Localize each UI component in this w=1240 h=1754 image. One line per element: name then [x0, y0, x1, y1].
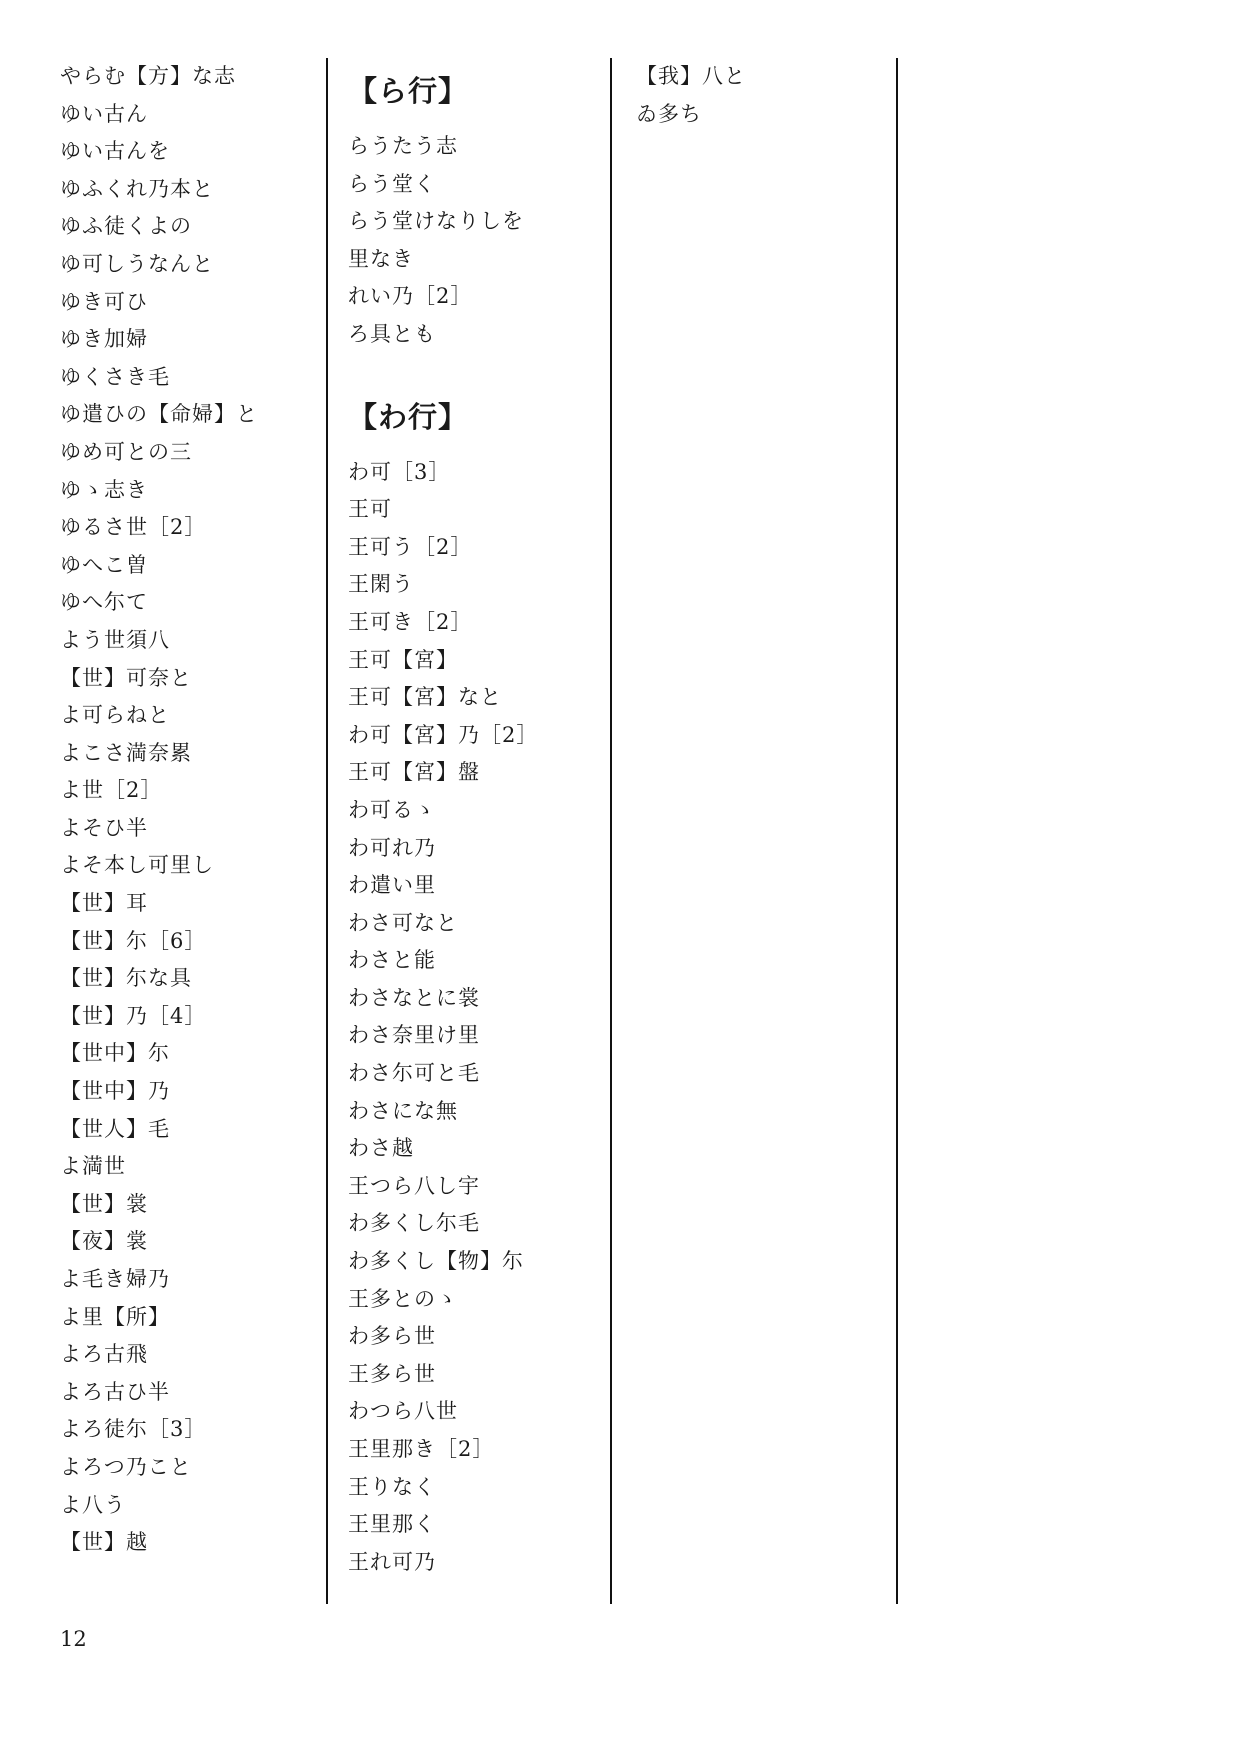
index-entry: 王可【宮】 [348, 647, 458, 672]
index-entry: よ毛き婦乃 [60, 1267, 170, 1291]
index-entry: わさなとに裳 [348, 985, 480, 1010]
entry-list [636, 58, 896, 133]
index-entry: わつら八世 [348, 1399, 458, 1424]
index-entry: よこさ満奈累 [60, 740, 192, 765]
index-entry: よろ古ひ半 [60, 1379, 170, 1404]
index-entry: 王多とのゝ [348, 1286, 458, 1311]
index-entry: れい乃［2］ [348, 284, 473, 309]
index-entry: 王つら八し宇 [348, 1173, 480, 1198]
index-entry: わ多ら世 [348, 1324, 436, 1349]
index-entry: 里なき [348, 246, 414, 271]
index-entry: よそ本し可里し [60, 853, 214, 878]
index-entry: 王多ら世 [348, 1361, 436, 1386]
index-entry: らうたう志 [348, 134, 458, 158]
index-entry: よろつ乃こと [60, 1454, 192, 1479]
index-entry: よろ古飛 [60, 1342, 148, 1367]
index-column-3 [610, 58, 898, 1604]
index-entry: 王可 [348, 497, 392, 522]
section-ra-gyo [348, 58, 606, 354]
index-entry: ゆくさき毛 [60, 364, 170, 389]
index-entry: よ里【所】 [60, 1304, 170, 1329]
index-entry: 王りなく [348, 1474, 436, 1499]
index-entry: 王可う［2］ [348, 534, 473, 559]
index-entry: わ可れ乃 [348, 835, 436, 860]
index-entry: よう世須八 [60, 627, 170, 652]
index-entry: 【世】尓［6］ [60, 928, 207, 953]
index-entry: ゆふ徒くよの [60, 214, 192, 239]
section-heading: 【わ行】 [348, 399, 469, 434]
index-entry: ゆ可しうなんと [60, 251, 214, 276]
index-entry: 【世中】乃 [60, 1079, 170, 1104]
index-entry: 【夜】裳 [60, 1229, 148, 1254]
entry-list [348, 128, 606, 354]
index-entry: らう堂けなりしを [348, 209, 524, 234]
index-entry: ゆき加婦 [60, 327, 148, 352]
index-entry: わ遣い里 [348, 873, 436, 898]
index-entry: わさ尓可と毛 [348, 1061, 480, 1086]
index-entry: わ可るゝ [348, 797, 436, 822]
index-entry: わさにな無 [348, 1098, 458, 1123]
index-entry: 王里那く [348, 1512, 436, 1537]
index-entry: ゆるさ世［2］ [60, 515, 207, 540]
index-entry: 【世中】尓 [60, 1041, 170, 1066]
index-entry: よろ徒尓［3］ [60, 1417, 207, 1442]
index-entry: ゐ多ち [636, 101, 702, 126]
index-entry: わ多くし【物】尓 [348, 1249, 524, 1274]
index-entry: わさ可なと [348, 910, 458, 935]
index-column-2 [326, 58, 606, 1604]
index-entry: らう堂く [348, 171, 436, 196]
index-entry: わさと能 [348, 948, 436, 973]
index-entry: よ八う [60, 1492, 126, 1517]
index-entry: 【世】裳 [60, 1191, 148, 1216]
index-entry: 【世】可奈と [60, 665, 192, 690]
index-entry: 王れ可乃 [348, 1549, 436, 1574]
index-entry: 王可き［2］ [348, 609, 473, 634]
index-entry: ゆふくれ乃本と [60, 176, 214, 201]
entry-list [348, 454, 606, 1582]
index-entry: 王里那き［2］ [348, 1437, 495, 1461]
index-entry: ろ具とも [348, 321, 436, 346]
page-number: 12 [60, 1627, 87, 1651]
index-entry: 【世人】毛 [60, 1116, 170, 1141]
index-entry: わ多くし尓毛 [348, 1211, 480, 1236]
entry-list [60, 58, 320, 1562]
index-entry: 【世】乃［4］ [60, 1003, 207, 1028]
index-entry: ゆへこ曽 [60, 552, 148, 577]
index-entry: よ満世 [60, 1154, 126, 1179]
index-entry: ゆへ尓て [60, 590, 148, 615]
index-entry: ゆい古ん [60, 101, 148, 126]
index-entry: ゆき可ひ [60, 289, 148, 314]
index-entry: 【世】越 [60, 1530, 148, 1555]
index-entry: 王可【宮】盤 [348, 760, 480, 785]
index-column-1 [60, 58, 320, 1604]
index-entry: 【世】尓な具 [60, 966, 192, 991]
index-entry: 王閑う [348, 572, 414, 597]
index-entry: ゆ遣ひの【命婦】と [60, 402, 258, 427]
index-entry: わさ越 [348, 1136, 414, 1161]
index-entry: 【我】八と [636, 64, 746, 88]
index-entry: やらむ【方】な志 [60, 64, 236, 88]
index-entry: わ可［3］ [348, 459, 451, 484]
index-entry: わさ奈里け里 [348, 1023, 480, 1048]
index-entry: よそひ半 [60, 815, 148, 840]
index-entry: ゆゝ志き [60, 477, 148, 502]
section-wa-gyo [348, 384, 606, 1582]
index-entry: 【世】耳 [60, 891, 148, 916]
index-entry: ゆい古んを [60, 139, 170, 164]
section-heading: 【ら行】 [348, 74, 469, 108]
index-entry: よ世［2］ [60, 778, 163, 803]
index-entry: よ可らねと [60, 703, 170, 728]
index-entry: 王可【宮】なと [348, 685, 502, 710]
index-entry: ゆめ可との三 [60, 439, 192, 464]
index-entry: わ可【宮】乃［2］ [348, 722, 539, 747]
